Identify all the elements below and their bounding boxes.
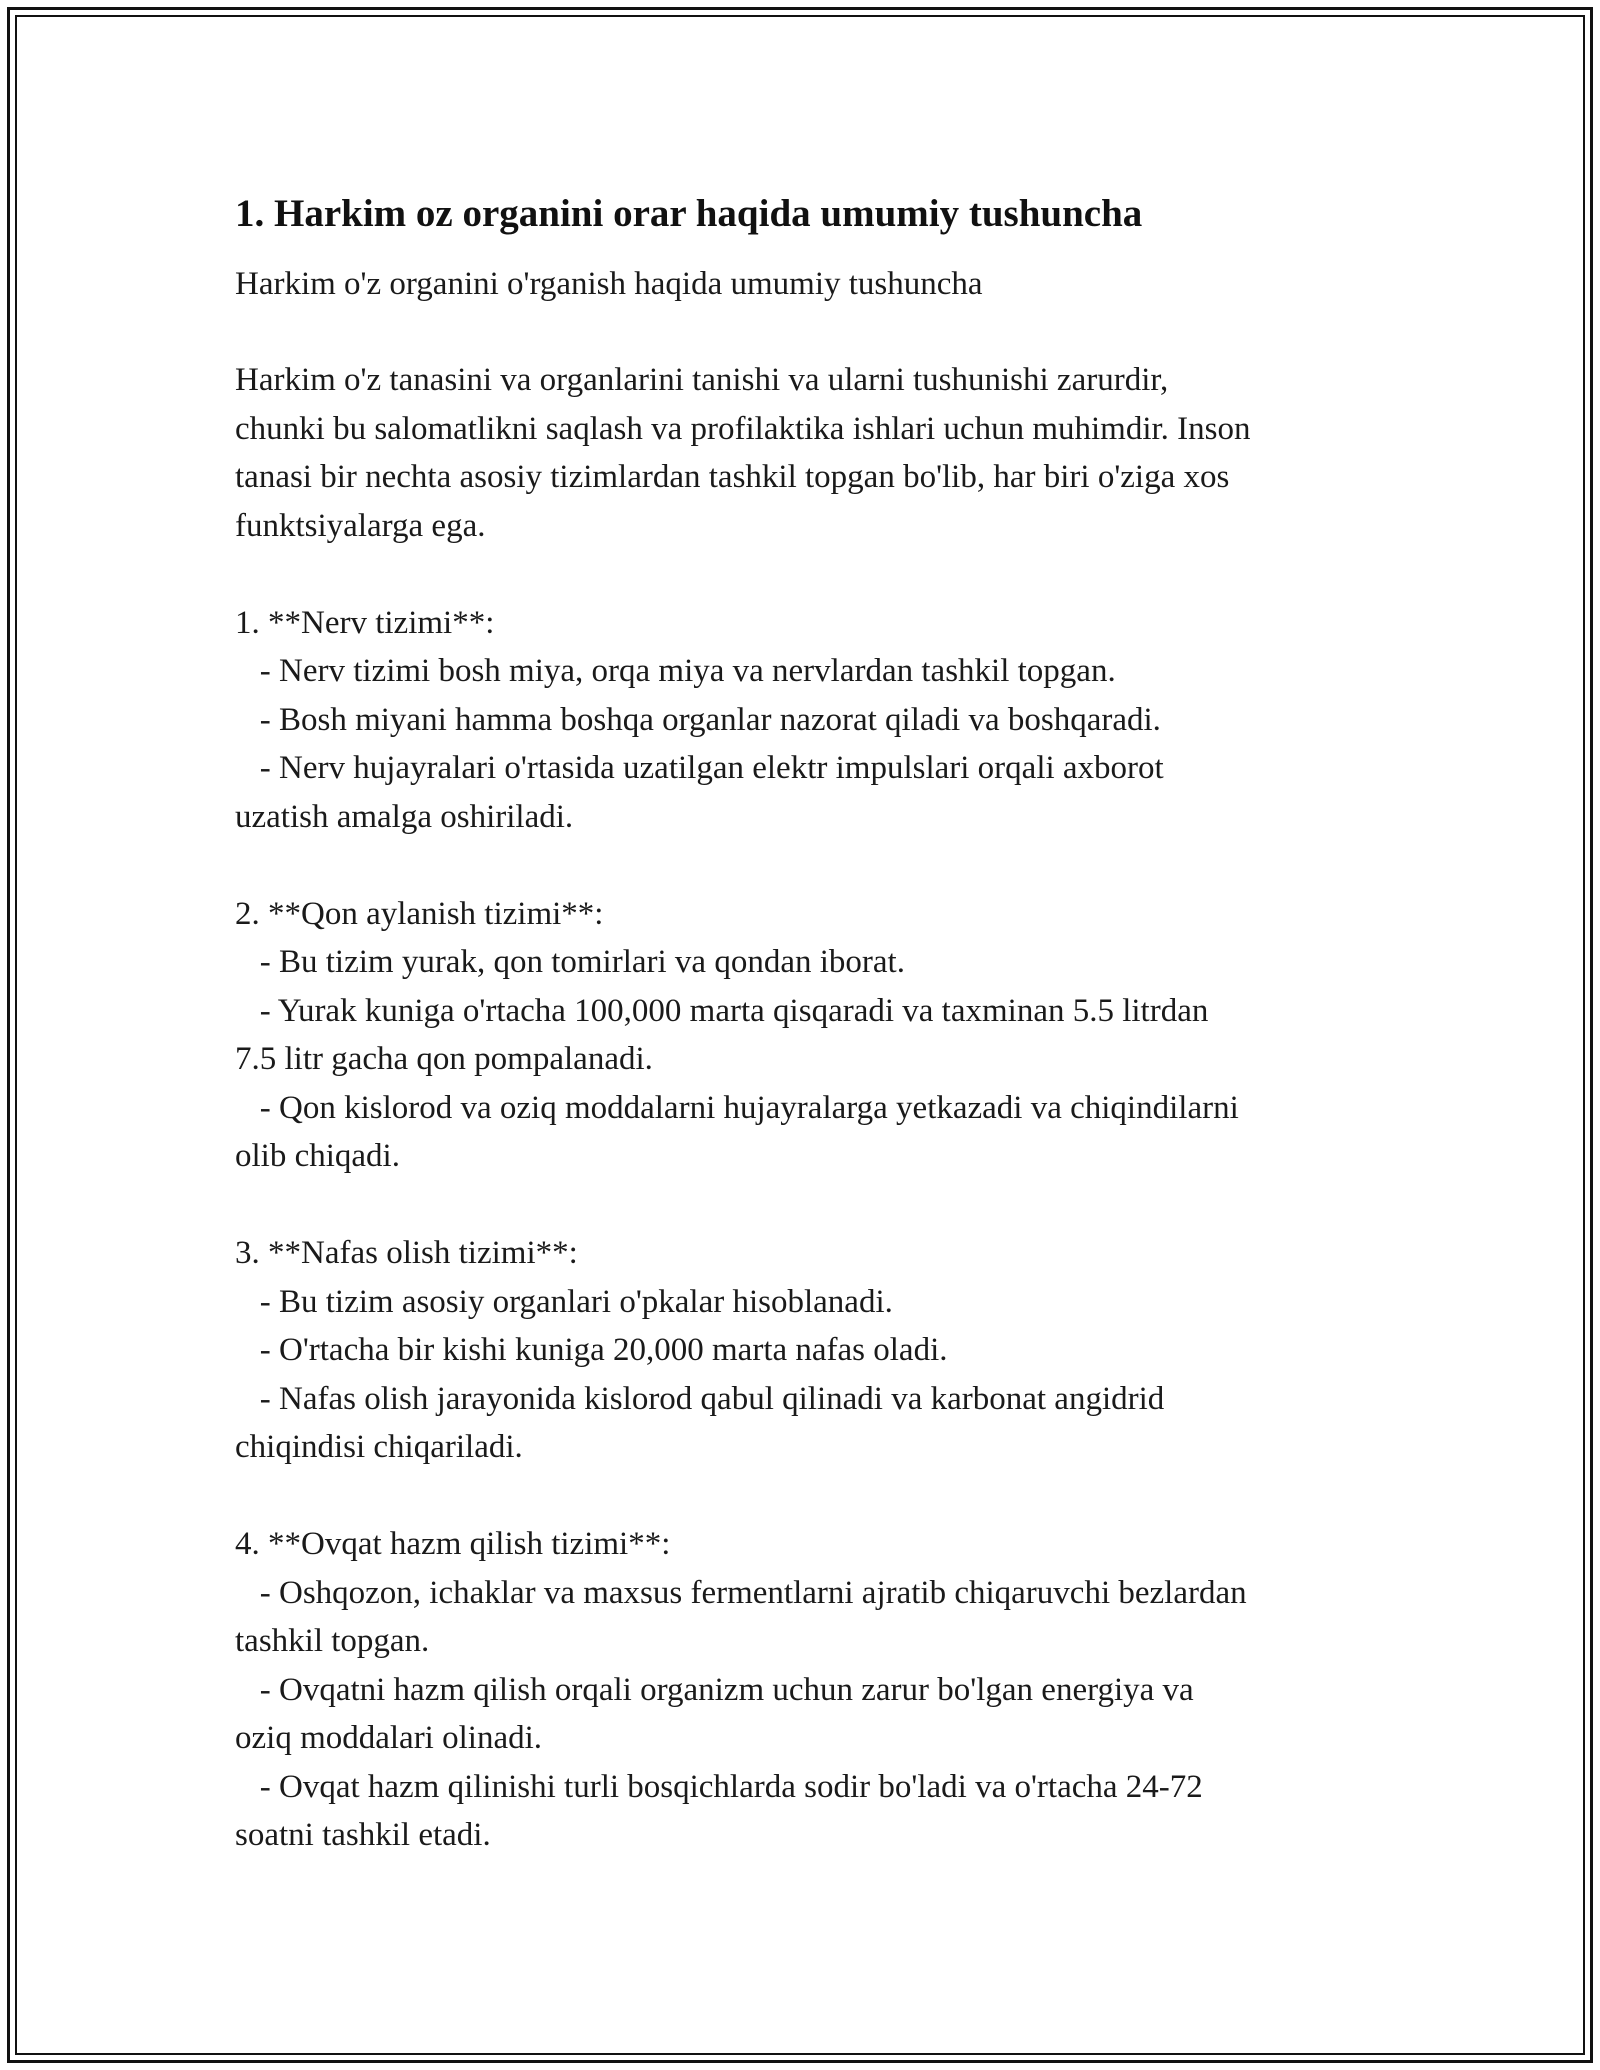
document-body: Harkim o'z tanasini va organlarini tanishi va ularni tushunishi zarurdir, chunki bu salomatlikni saqlash va profilaktika ishlari uchun muhimdir. Inson tanasi bir nechta asosiy tizimlardan tashkil topgan bo'lib, har biri o'ziga xos funktsiyalarga ega. 1. **Nerv tizimi**: - Nerv tizimi bosh miya, orqa miya va nervlardan tashkil topgan. - Bosh miyani hamma boshqa organlar nazorat qiladi va boshqaradi. - Nerv hujayralari o'rtasida uzatilgan elektr impulslari orqali axborot uzatish amalga oshiriladi. 2. **Qon aylanish tizimi**: - Bu tizim yurak, qon tomirlari va qondan iborat. - Yurak kuniga o'rtacha 100,000 marta qisqaradi va taxminan 5.5 litrdan 7.5 litr gacha qon pompalanadi. - Qon kislorod va oziq moddalarni hujayralarga yetkazadi va chiqindilarni olib chiqadi. 3. **Nafas olish tizimi**: - Bu tizim asosiy organlari o'pkalar hisoblanadi. - O'rtacha bir kishi kuniga 20,000 marta nafas oladi. - Nafas olish jarayonida kislorod qabul qilinadi va karbonat angidrid chiqindisi chiqariladi. 4. **Ovqat hazm qilish tizimi**: - Oshqozon, ichaklar va maxsus fermentlarni ajratib chiqaruvchi bezlardan tashkil topgan. - Ovqatni hazm qilish orqali organizm uchun zarur bo'lgan energiya va oziq moddalari olinadi. - Ovqat hazm qilinishi turli bosqichlarda sodir bo'ladi va o'rtacha 24-72 soatni tashkil etadi.	[235, 362, 1251, 1853]
document-title: 1. Harkim oz organini orar haqida umumiy tushuncha	[235, 192, 1143, 235]
document-page	[235, 188, 1385, 1860]
document-subtitle: Harkim o'z organini o'rganish haqida umumiy tushuncha	[235, 266, 983, 302]
